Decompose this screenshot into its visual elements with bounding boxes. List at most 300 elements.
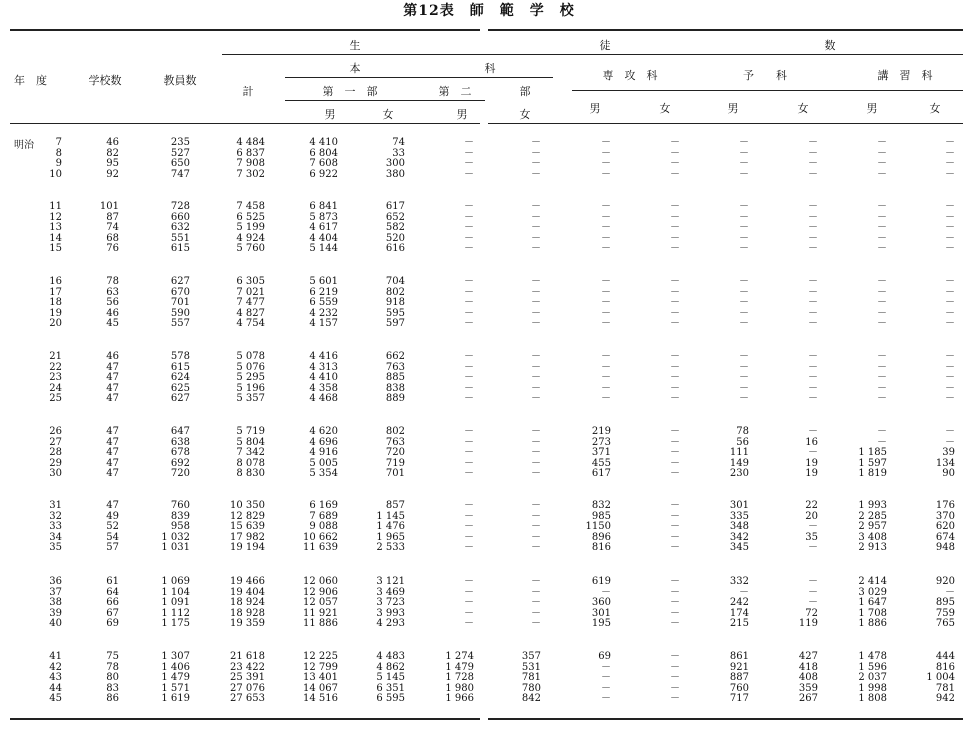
- table-cell: 647: [170, 426, 190, 437]
- table-cell: 652: [385, 211, 405, 223]
- table-cell: －: [531, 426, 541, 437]
- table-cell: －: [670, 361, 680, 373]
- table-cell: －: [808, 137, 818, 148]
- header-bu: 部: [519, 85, 531, 98]
- table-cell: －: [531, 393, 541, 404]
- table-cell: 19: [805, 457, 818, 469]
- header-female-dai2: 女: [519, 108, 531, 121]
- table-cell: －: [464, 426, 474, 437]
- table-cell: －: [945, 222, 955, 233]
- table-cell: －: [739, 168, 749, 180]
- table-cell: －: [945, 382, 955, 394]
- table-cell: 1 886: [858, 618, 887, 629]
- table-cell: 45: [106, 318, 119, 329]
- table-cell: 1 479: [161, 672, 190, 683]
- header-bottom-rule-left: [10, 123, 480, 124]
- table-cell: －: [808, 426, 818, 437]
- table-cell: 8 078: [236, 457, 265, 469]
- year-cell: 14: [49, 232, 62, 244]
- table-cell: －: [531, 201, 541, 212]
- table-cell: 6 219: [309, 286, 338, 298]
- table-cell: －: [601, 393, 611, 404]
- header-koshuka: 講 習 科: [877, 69, 933, 82]
- table-cell: －: [464, 222, 474, 233]
- table-cell: 650: [170, 158, 190, 169]
- table-cell: －: [739, 222, 749, 233]
- table-cell: 371: [591, 447, 611, 458]
- table-cell: －: [601, 222, 611, 233]
- table-cell: －: [945, 276, 955, 287]
- table-cell: 4 468: [309, 393, 338, 404]
- table-cell: －: [739, 286, 749, 298]
- table-cell: 7 021: [236, 286, 265, 298]
- year-cell: 43: [49, 672, 62, 683]
- table-cell: 69: [106, 618, 119, 629]
- table-cell: 235: [170, 137, 190, 148]
- rule-sei-to-su: [222, 54, 963, 55]
- table-cell: －: [670, 201, 680, 212]
- table-cell: 11 639: [303, 542, 338, 553]
- header-sei: 生: [349, 39, 361, 52]
- year-cell: 8: [55, 147, 62, 159]
- table-cell: 5 804: [236, 436, 265, 448]
- table-cell: 781: [521, 672, 541, 683]
- table-cell: 19 404: [230, 586, 265, 598]
- table-cell: －: [945, 158, 955, 169]
- table-cell: 674: [935, 531, 955, 543]
- table-cell: 4 232: [309, 307, 338, 319]
- table-cell: －: [808, 158, 818, 169]
- table-cell: 3 121: [376, 576, 405, 587]
- table-cell: 78: [106, 276, 119, 287]
- table-cell: －: [670, 618, 680, 629]
- table-cell: 4 617: [309, 222, 338, 233]
- table-cell: 4 358: [309, 382, 338, 394]
- header-male-dai2: 男: [456, 108, 468, 121]
- table-cell: －: [945, 307, 955, 319]
- table-cell: －: [531, 586, 541, 598]
- table-cell: 527: [170, 147, 190, 159]
- table-cell: －: [531, 521, 541, 532]
- table-cell: 12 057: [303, 597, 338, 608]
- table-cell: －: [670, 307, 680, 319]
- year-cell: 38: [49, 597, 62, 608]
- table-cell: 242: [729, 597, 749, 608]
- table-cell: －: [531, 500, 541, 511]
- table-cell: －: [808, 586, 818, 598]
- table-cell: 5 719: [236, 426, 265, 437]
- table-cell: 4 410: [309, 137, 338, 148]
- table-cell: 47: [106, 500, 119, 511]
- table-cell: 1 571: [161, 682, 190, 694]
- table-cell: 39: [942, 447, 955, 458]
- table-cell: －: [808, 276, 818, 287]
- table-cell: －: [670, 211, 680, 223]
- table-cell: －: [464, 243, 474, 254]
- table-cell: 921: [729, 661, 749, 673]
- table-cell: 895: [935, 597, 955, 608]
- table-cell: －: [670, 137, 680, 148]
- year-cell: 7: [55, 137, 62, 148]
- table-cell: －: [531, 286, 541, 298]
- table-cell: －: [670, 276, 680, 287]
- table-cell: 2 533: [376, 542, 405, 553]
- table-cell: 4 696: [309, 436, 338, 448]
- table-cell: 427: [798, 651, 818, 662]
- header-honka: 本: [349, 62, 361, 75]
- table-cell: －: [945, 393, 955, 404]
- table-cell: －: [464, 618, 474, 629]
- table-cell: －: [464, 393, 474, 404]
- table-cell: －: [877, 426, 887, 437]
- table-cell: 832: [591, 500, 611, 511]
- table-cell: 1 619: [161, 693, 190, 704]
- table-cell: －: [601, 147, 611, 159]
- year-cell: 25: [49, 393, 62, 404]
- table-cell: －: [808, 318, 818, 329]
- table-cell: －: [877, 276, 887, 287]
- table-cell: 11 921: [303, 607, 338, 619]
- table-cell: 887: [729, 672, 749, 683]
- table-cell: －: [877, 158, 887, 169]
- table-cell: －: [945, 201, 955, 212]
- table-cell: 47: [106, 372, 119, 383]
- table-cell: －: [877, 243, 887, 254]
- header-female-yoka: 女: [797, 102, 809, 115]
- table-cell: －: [464, 607, 474, 619]
- table-cell: －: [808, 243, 818, 254]
- table-cell: 918: [385, 297, 405, 308]
- table-cell: 6 559: [309, 297, 338, 308]
- table-cell: －: [670, 597, 680, 608]
- table-cell: 6 841: [309, 201, 338, 212]
- table-cell: －: [531, 318, 541, 329]
- table-cell: 839: [170, 510, 190, 522]
- table-cell: 6 351: [376, 682, 405, 694]
- year-cell: 34: [49, 531, 62, 543]
- table-cell: －: [945, 137, 955, 148]
- table-cell: 4 862: [376, 661, 405, 673]
- header-male-senko: 男: [589, 102, 601, 115]
- table-cell: 1 728: [445, 672, 474, 683]
- table-cell: 82: [106, 147, 119, 159]
- year-cell: 35: [49, 542, 62, 553]
- table-cell: －: [601, 137, 611, 148]
- table-cell: 1 175: [161, 618, 190, 629]
- table-cell: 717: [729, 693, 749, 704]
- table-cell: －: [601, 232, 611, 244]
- table-cell: －: [670, 147, 680, 159]
- table-cell: －: [877, 393, 887, 404]
- table-cell: 1 647: [858, 597, 887, 608]
- table-cell: 662: [385, 351, 405, 362]
- table-cell: 1 112: [161, 607, 190, 619]
- table-cell: －: [877, 232, 887, 244]
- table-cell: 948: [935, 542, 955, 553]
- table-cell: －: [808, 393, 818, 404]
- table-cell: －: [464, 168, 474, 180]
- table-cell: 551: [170, 232, 190, 244]
- table-cell: 2 957: [858, 521, 887, 532]
- table-cell: 2 414: [858, 576, 887, 587]
- table-cell: 1 819: [858, 468, 887, 479]
- table-cell: 47: [106, 382, 119, 394]
- table-cell: 119: [798, 618, 818, 629]
- table-cell: 12 060: [303, 576, 338, 587]
- era-label: 明治: [14, 140, 34, 151]
- table-cell: －: [945, 168, 955, 180]
- table-cell: 7 477: [236, 297, 265, 308]
- table-cell: －: [601, 661, 611, 673]
- table-cell: 61: [106, 576, 119, 587]
- top-rule-left: [10, 29, 480, 31]
- table-cell: 23 422: [230, 661, 265, 673]
- year-cell: 24: [49, 382, 62, 394]
- year-cell: 28: [49, 447, 62, 458]
- table-cell: －: [670, 682, 680, 694]
- table-cell: －: [670, 393, 680, 404]
- table-cell: 627: [170, 393, 190, 404]
- table-cell: 57: [106, 542, 119, 553]
- table-cell: －: [531, 351, 541, 362]
- year-cell: 29: [49, 457, 62, 469]
- table-cell: 13 401: [303, 672, 338, 683]
- header-female-dai1: 女: [382, 108, 394, 121]
- table-cell: －: [877, 222, 887, 233]
- table-cell: 5 076: [236, 361, 265, 373]
- table-cell: 1 596: [858, 661, 887, 673]
- year-cell: 45: [49, 693, 62, 704]
- table-cell: 6 595: [376, 693, 405, 704]
- table-cell: 896: [591, 531, 611, 543]
- table-cell: 5 354: [309, 468, 338, 479]
- table-cell: －: [739, 147, 749, 159]
- table-cell: －: [464, 447, 474, 458]
- table-cell: －: [739, 393, 749, 404]
- table-cell: －: [670, 286, 680, 298]
- table-cell: －: [531, 297, 541, 308]
- table-cell: 3 408: [858, 531, 887, 543]
- table-cell: 7 689: [309, 510, 338, 522]
- table-cell: 47: [106, 393, 119, 404]
- table-cell: －: [464, 318, 474, 329]
- table-cell: －: [739, 201, 749, 212]
- table-cell: 4 483: [376, 651, 405, 662]
- table-cell: 5 145: [376, 672, 405, 683]
- table-cell: －: [670, 447, 680, 458]
- table-cell: 4 313: [309, 361, 338, 373]
- table-cell: －: [670, 243, 680, 254]
- table-cell: －: [464, 372, 474, 383]
- table-cell: 985: [591, 510, 611, 522]
- table-cell: －: [670, 436, 680, 448]
- table-cell: 12 829: [230, 510, 265, 522]
- table-cell: 3 993: [376, 607, 405, 619]
- rule-subcat: [285, 100, 485, 101]
- table-cell: 75: [106, 651, 119, 662]
- table-cell: －: [808, 201, 818, 212]
- table-cell: 1 032: [161, 531, 190, 543]
- table-cell: －: [670, 222, 680, 233]
- table-cell: －: [670, 382, 680, 394]
- table-cell: －: [945, 372, 955, 383]
- table-cell: 15 639: [230, 521, 265, 532]
- table-cell: －: [464, 361, 474, 373]
- table-cell: 7 342: [236, 447, 265, 458]
- table-cell: －: [531, 158, 541, 169]
- table-cell: －: [808, 597, 818, 608]
- table-cell: －: [531, 307, 541, 319]
- table-cell: 578: [170, 351, 190, 362]
- table-cell: 174: [729, 607, 749, 619]
- table-cell: －: [808, 542, 818, 553]
- header-male-dai1: 男: [324, 108, 336, 121]
- table-cell: 5 078: [236, 351, 265, 362]
- table-cell: －: [464, 307, 474, 319]
- table-cell: 5 005: [309, 457, 338, 469]
- table-cell: －: [808, 307, 818, 319]
- table-cell: －: [877, 361, 887, 373]
- table-cell: 21 618: [230, 651, 265, 662]
- table-cell: 597: [385, 318, 405, 329]
- table-cell: －: [601, 693, 611, 704]
- table-cell: 1 104: [161, 586, 190, 598]
- table-cell: 63: [106, 286, 119, 298]
- table-cell: －: [877, 211, 887, 223]
- table-cell: －: [601, 158, 611, 169]
- table-cell: 625: [170, 382, 190, 394]
- table-cell: －: [670, 651, 680, 662]
- table-cell: －: [531, 168, 541, 180]
- table-cell: 590: [170, 307, 190, 319]
- year-cell: 23: [49, 372, 62, 383]
- table-cell: 747: [170, 168, 190, 180]
- year-cell: 13: [49, 222, 62, 233]
- table-cell: －: [601, 361, 611, 373]
- table-cell: 16: [805, 436, 818, 448]
- table-cell: －: [808, 297, 818, 308]
- table-cell: －: [670, 576, 680, 587]
- table-cell: －: [531, 232, 541, 244]
- table-cell: 557: [170, 318, 190, 329]
- table-cell: 704: [385, 276, 405, 287]
- table-cell: 5 357: [236, 393, 265, 404]
- table-cell: 885: [385, 372, 405, 383]
- table-cell: －: [531, 147, 541, 159]
- table-cell: 52: [106, 521, 119, 532]
- table-cell: －: [808, 382, 818, 394]
- table-cell: 861: [729, 651, 749, 662]
- table-cell: －: [877, 168, 887, 180]
- table-cell: 942: [935, 693, 955, 704]
- year-cell: 33: [49, 521, 62, 532]
- table-cell: 1 307: [161, 651, 190, 662]
- header-dai2bu: 第 二: [438, 85, 472, 98]
- table-cell: －: [670, 372, 680, 383]
- table-cell: －: [601, 372, 611, 383]
- table-cell: －: [808, 211, 818, 223]
- table-cell: －: [464, 286, 474, 298]
- year-cell: 27: [49, 436, 62, 448]
- table-cell: －: [670, 168, 680, 180]
- table-cell: －: [601, 318, 611, 329]
- table-cell: －: [877, 286, 887, 298]
- table-cell: －: [945, 436, 955, 448]
- table-cell: －: [739, 243, 749, 254]
- table-cell: 780: [521, 682, 541, 694]
- table-cell: －: [670, 607, 680, 619]
- table-cell: －: [464, 468, 474, 479]
- table-cell: 7 302: [236, 168, 265, 180]
- table-cell: 1 406: [161, 661, 190, 673]
- table-cell: 273: [591, 436, 611, 448]
- table-cell: －: [464, 597, 474, 608]
- table-cell: 19: [805, 468, 818, 479]
- table-cell: 5 873: [309, 211, 338, 223]
- header-gakkosu: 学校数: [88, 74, 122, 87]
- table-cell: 719: [385, 457, 405, 469]
- table-cell: 46: [106, 351, 119, 362]
- header-kyoinsu: 教員数: [163, 74, 197, 87]
- table-cell: 802: [385, 286, 405, 298]
- table-cell: 701: [170, 297, 190, 308]
- table-cell: 619: [591, 576, 611, 587]
- table-cell: 4 157: [309, 318, 338, 329]
- table-cell: 444: [935, 651, 955, 662]
- table-cell: 638: [170, 436, 190, 448]
- table-cell: －: [670, 693, 680, 704]
- table-cell: 357: [521, 651, 541, 662]
- table-cell: －: [808, 372, 818, 383]
- table-cell: －: [464, 586, 474, 598]
- table-cell: －: [601, 382, 611, 394]
- table-cell: 6 837: [236, 147, 265, 159]
- table-cell: －: [670, 521, 680, 532]
- year-cell: 41: [49, 651, 62, 662]
- table-cell: 101: [99, 201, 119, 212]
- table-cell: －: [531, 361, 541, 373]
- table-cell: 195: [591, 618, 611, 629]
- table-cell: 889: [385, 393, 405, 404]
- table-cell: 380: [385, 168, 405, 180]
- table-cell: 14 067: [303, 682, 338, 694]
- table-cell: －: [877, 351, 887, 362]
- table-cell: 4 620: [309, 426, 338, 437]
- year-cell: 42: [49, 661, 62, 673]
- table-cell: －: [808, 168, 818, 180]
- table-cell: 838: [385, 382, 405, 394]
- table-cell: 1 274: [445, 651, 474, 662]
- table-cell: －: [531, 607, 541, 619]
- table-cell: －: [464, 232, 474, 244]
- table-cell: －: [877, 436, 887, 448]
- table-cell: －: [464, 137, 474, 148]
- table-cell: 66: [106, 597, 119, 608]
- header-nendo: 年 度: [14, 74, 47, 87]
- header-female-koshu: 女: [929, 102, 941, 115]
- table-cell: 1 185: [858, 447, 887, 458]
- table-cell: －: [739, 276, 749, 287]
- table-cell: －: [464, 531, 474, 543]
- table-cell: －: [531, 222, 541, 233]
- table-cell: 615: [170, 243, 190, 254]
- table-cell: 49: [106, 510, 119, 522]
- table-cell: －: [670, 542, 680, 553]
- table-cell: －: [739, 318, 749, 329]
- table-cell: －: [531, 468, 541, 479]
- table-cell: －: [945, 351, 955, 362]
- table-cell: 47: [106, 361, 119, 373]
